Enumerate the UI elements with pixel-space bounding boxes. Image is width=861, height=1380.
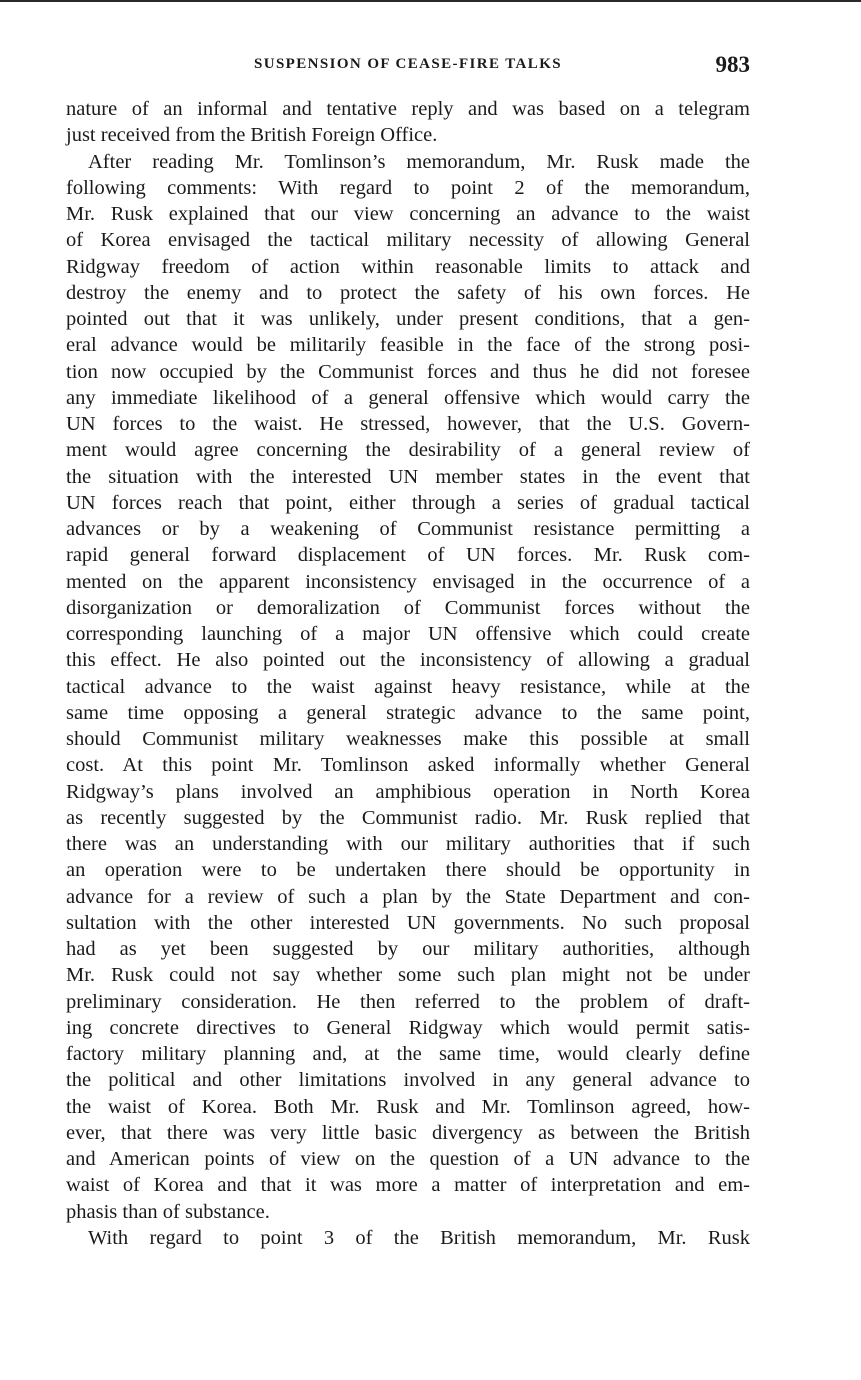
text-line: advance for a review of such a plan by the State Department and con-: [66, 885, 750, 908]
text-line: Ridgway’s plans involved an amphibious operation in North Korea: [66, 780, 750, 803]
text-line: an operation were to be undertaken there should be opportunity in: [66, 859, 750, 882]
text-line: mented on the apparent inconsistency envisaged in the occurrence of a: [66, 570, 750, 593]
text-line: disorganization or demoralization of Communist forces without the: [66, 596, 750, 619]
text-line: eral advance would be militarily feasible in the face of the strong posi-: [66, 334, 750, 357]
text-line: the waist of Korea. Both Mr. Rusk and Mr. Tomlinson agreed, how-: [66, 1095, 750, 1118]
text-line: After reading Mr. Tomlinson’s memorandum, Mr. Rusk made the: [88, 150, 750, 173]
text-line: of Korea envisaged the tactical military necessity of allowing General: [66, 229, 750, 252]
text-line: Mr. Rusk could not say whether some such plan might not be under: [66, 964, 750, 987]
text-line: same time opposing a general strategic advance to the same point,: [66, 701, 750, 724]
text-line: the political and other limitations involved in any general advance to: [66, 1069, 750, 1092]
text-line: phasis than of substance.: [66, 1200, 270, 1223]
text-line: Ridgway freedom of action within reasonable limits to attack and: [66, 255, 750, 278]
text-line: ing concrete directives to General Ridgway which would permit satis-: [66, 1016, 750, 1039]
text-line: advances or by a weakening of Communist resistance permitting a: [66, 518, 750, 540]
text-line: should Communist military weaknesses make this possible at small: [66, 728, 750, 750]
text-line: factory military planning and, at the same time, would clearly define: [66, 1043, 750, 1065]
text-line: rapid general forward displacement of UN forces. Mr. Rusk com-: [66, 544, 750, 567]
text-line: sultation with the other interested UN governments. No such proposal: [66, 911, 750, 934]
text-line: ever, that there was very little basic divergency as between the British: [66, 1121, 750, 1144]
text-line: and American points of view on the question of a UN advance to the: [66, 1148, 750, 1170]
text-line: UN forces to the waist. He stressed, however, that the U.S. Govern-: [66, 413, 750, 435]
text-line: With regard to point 3 of the British memorandum, Mr. Rusk: [88, 1226, 750, 1249]
running-title: SUSPENSION OF CEASE-FIRE TALKS: [253, 56, 563, 72]
text-line: tion now occupied by the Communist forces and thus he did not foresee: [66, 360, 750, 383]
text-line: the situation with the interested UN member states in the event that: [66, 465, 750, 488]
text-line: as recently suggested by the Communist radio. Mr. Rusk replied that: [66, 806, 750, 829]
text-line: nature of an informal and tentative reply and was based on a telegram: [66, 98, 750, 120]
text-line: UN forces reach that point, either through a series of gradual tactical: [66, 491, 750, 514]
text-line: preliminary consideration. He then referred to the problem of draft-: [66, 990, 750, 1013]
text-line: pointed out that it was unlikely, under present conditions, that a gen-: [66, 308, 750, 330]
text-line: there was an understanding with our military authorities that if such: [66, 833, 750, 855]
text-line: Mr. Rusk explained that our view concerning an advance to the waist: [66, 203, 750, 225]
text-line: following comments: With regard to point 2 of the memorandum,: [66, 176, 750, 199]
body-text: [66, 96, 750, 1251]
text-line: destroy the enemy and to protect the safety of his own forces. He: [66, 281, 750, 304]
text-line: had as yet been suggested by our military authorities, although: [66, 938, 750, 960]
text-line: ment would agree concerning the desirability of a general review of: [66, 439, 750, 462]
text-line: corresponding launching of a major UN offensive which could create: [66, 623, 750, 645]
text-line: any immediate likelihood of a general offensive which would carry the: [66, 386, 750, 409]
text-line: cost. At this point Mr. Tomlinson asked informally whether General: [66, 754, 750, 777]
top-border-rule: [0, 0, 861, 2]
text-line: waist of Korea and that it was more a matter of interpretation and em-: [66, 1174, 750, 1197]
running-head: [66, 52, 750, 80]
page-number: 983: [715, 52, 750, 77]
text-line: this effect. He also pointed out the inconsistency of allowing a gradual: [66, 649, 750, 672]
text-line: tactical advance to the waist against heavy resistance, while at the: [66, 675, 750, 698]
text-line: just received from the British Foreign Office.: [66, 124, 438, 147]
